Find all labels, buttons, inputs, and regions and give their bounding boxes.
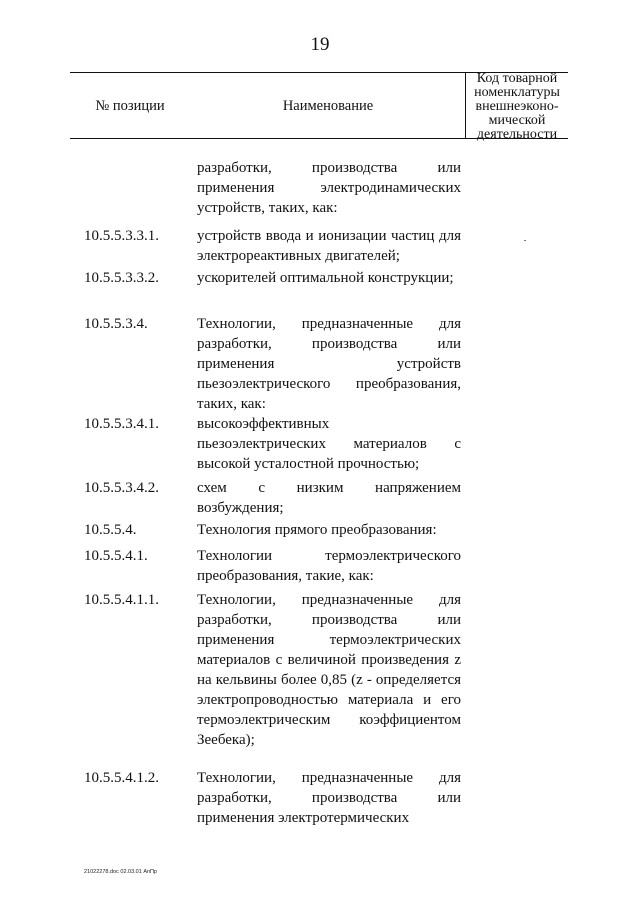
page-number: 19 bbox=[310, 34, 330, 55]
row-number: 10.5.5.3.3.2. bbox=[84, 270, 159, 286]
row-text: разработки, производства или применения электродинамических устройств, таких, как: bbox=[197, 160, 461, 216]
row-number: 10.5.5.3.4.1. bbox=[84, 416, 159, 432]
row-number: 10.5.5.4. bbox=[84, 522, 137, 538]
header-code-line: деятельности bbox=[476, 127, 558, 142]
row-number: 10.5.5.3.4. bbox=[84, 316, 148, 332]
row-number: 10.5.5.4.1.1. bbox=[84, 592, 159, 608]
document-footer: 21022278.doc 02.03.01 АпПр bbox=[84, 869, 157, 875]
header-code-line: Код товарной bbox=[476, 71, 558, 86]
row-text: Технологии, предназначенные для разработки, производства или применения устройств пьезоэлектрического преобразования, таких, как: bbox=[197, 316, 461, 412]
row-text: Технология прямого преобразования: bbox=[197, 522, 437, 538]
header-code bbox=[466, 72, 568, 142]
row-text: Технологии термоэлектрического преобразования, такие, как: bbox=[197, 548, 461, 584]
row-text: схем с низким напряжением возбуждения; bbox=[197, 480, 461, 516]
header-code-line: номенклатуры bbox=[474, 85, 560, 100]
header-name: Наименование bbox=[282, 98, 374, 114]
row-text: Технологии, предназначенные для разработки, производства или применения электротермических bbox=[197, 770, 461, 826]
row-number: 10.5.5.4.1.2. bbox=[84, 770, 159, 786]
row-number: 10.5.5.3.4.2. bbox=[84, 480, 159, 496]
row-number: 10.5.5.4.1. bbox=[84, 548, 148, 564]
scan-mark bbox=[524, 240, 526, 241]
table-header bbox=[70, 72, 568, 140]
header-position: № позиции bbox=[95, 98, 165, 114]
row-text: высокоэффективных пьезоэлектрических материалов с высокой усталостной прочностью; bbox=[197, 416, 461, 472]
header-code-line: мической bbox=[488, 113, 546, 128]
row-number: 10.5.5.3.3.1. bbox=[84, 228, 159, 244]
row-text: ускорителей оптимальной конструкции; bbox=[197, 270, 454, 286]
row-text: Технологии, предназначенные для разработки, производства или применения термоэлектрических материалов с величиной произведения z на кельвины более 0,85 (z - определяется электропроводностью материала и его термоэлектрическим коэффициентом Зеебека); bbox=[197, 592, 461, 748]
row-text: устройств ввода и ионизации частиц для электрореактивных двигателей; bbox=[197, 228, 461, 264]
header-code-line: внешнеэконо- bbox=[475, 99, 559, 114]
